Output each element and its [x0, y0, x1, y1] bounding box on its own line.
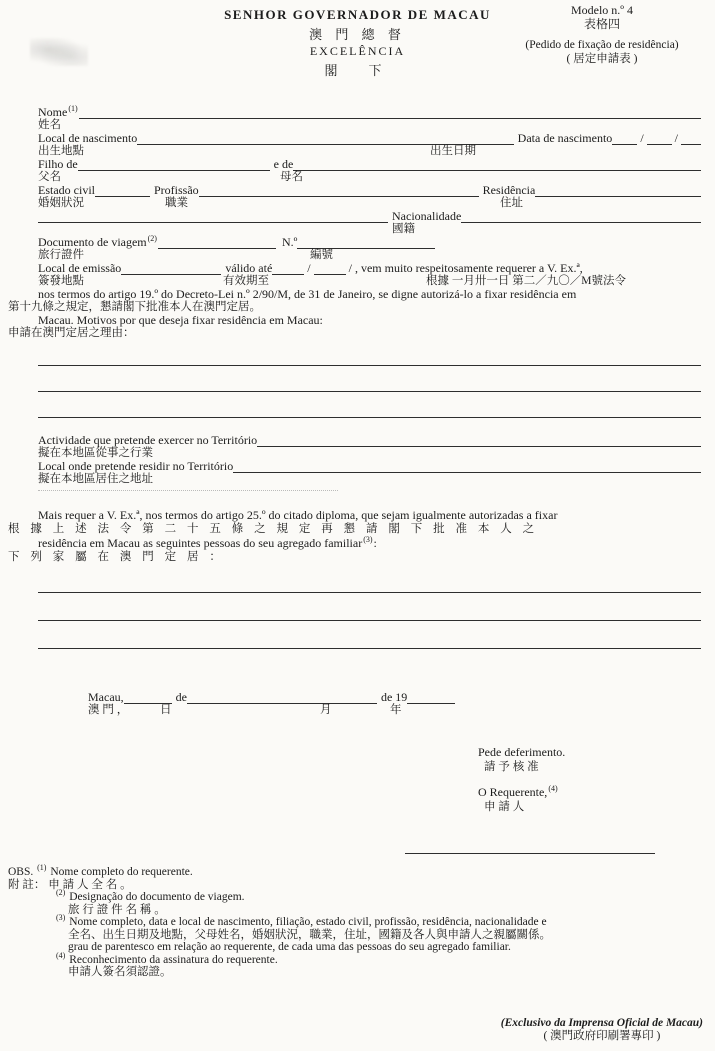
decreto-paragraph-pt: nos termos do artigo 19.º do Decreto-Lei n.º 2/90/M, de 31 de Janeiro, se digne autorizá-lo a fixar residência em	[38, 287, 577, 301]
date-block	[38, 691, 701, 719]
numero-field-line[interactable]	[297, 237, 435, 249]
form-body	[0, 106, 715, 854]
note-4-row-pt	[8, 950, 715, 967]
numero-label-pt: N.º	[281, 235, 298, 249]
mais-requer-pt: Mais requer a V. Ex.ª, nos termos do artigo 25.º do citado diploma, que sejam igualmente autorizadas a fixar	[38, 508, 558, 522]
addressee-title-pt: SENHOR GOVERNADOR DE MACAU	[224, 7, 491, 22]
note-ref-3: (3)	[363, 535, 373, 544]
nome-field-line[interactable]	[79, 107, 701, 119]
note-4-mark: (4)	[56, 950, 66, 960]
estado-civil-field-line[interactable]	[95, 185, 150, 197]
requerente-label-cn: 申 請 人	[484, 801, 525, 813]
de-19-label: de 19	[380, 690, 408, 704]
obs-label-cn: 附 註：	[8, 878, 46, 891]
obs-label-pt: OBS.	[8, 866, 34, 878]
agregado-familiar-colon: :	[373, 536, 377, 550]
local-emissao-label-cn: 簽發地點	[38, 275, 84, 287]
e-de-label-pt: e de	[273, 157, 294, 171]
nacionalidade-field-line[interactable]	[461, 211, 701, 223]
field-actividade	[38, 434, 701, 460]
residencia-field-line[interactable]	[535, 185, 701, 197]
note-4-row-cn	[8, 966, 715, 979]
form-purpose-cn: ( 居定申請表 )	[566, 53, 638, 65]
numero-label-cn: 編號	[310, 249, 333, 261]
date-day-field-line[interactable]	[124, 692, 172, 704]
agregado-familiar-cn: 下 列 家 屬 在 澳 門 定 居 ：	[8, 551, 223, 563]
field-local-residir	[38, 460, 701, 491]
residencia-label-pt: Residência	[482, 183, 536, 197]
family-line-2[interactable]	[38, 593, 701, 621]
note-1-row-pt	[8, 863, 715, 879]
documento-viagem-label-pt	[38, 236, 158, 249]
note-ref-1: (1)	[68, 104, 78, 113]
nome-label-pt	[38, 106, 79, 119]
documento-viagem-label-text: Documento de viagem	[38, 235, 147, 249]
note-2-row-pt	[8, 888, 715, 904]
residencia-label-cn: 住址	[500, 197, 523, 209]
mais-requer-cn: 根 據 上 述 法 令 第 二 十 五 條 之 規 定 再 懇 請 閣 下 批 准 本 人 之	[8, 523, 537, 535]
profissao-label-cn: 職業	[165, 197, 188, 209]
local-nascimento-label-pt: Local de nascimento	[38, 131, 138, 145]
requerente-label-pt	[478, 785, 701, 800]
excelencia-cn: 閣 下	[324, 63, 391, 78]
validity-day-field-line[interactable]	[272, 263, 304, 275]
form-purpose-pt: (Pedido de fixação de residência)	[525, 39, 679, 51]
date-slash: /	[674, 131, 678, 145]
family-line-3[interactable]	[38, 621, 701, 649]
note-3-row-pt-2	[8, 941, 715, 954]
note-1-mark: (1)	[37, 863, 47, 873]
note-3-text-cn: 全名、出生日期及地點，父母姓名，婚姻狀況，職業，住址，國籍及各人與申請人之親屬關係。	[68, 928, 551, 941]
agregado-familiar-pt	[38, 537, 701, 550]
local-nascimento-field-line[interactable]	[137, 133, 513, 145]
note-ref-2: (2)	[147, 234, 157, 243]
scan-smudge	[30, 38, 88, 66]
note-2-row-cn	[8, 904, 715, 917]
date-month-field-line[interactable]	[187, 692, 377, 704]
field-filiacao	[38, 158, 701, 184]
residencia-continuation-line[interactable]	[38, 211, 388, 223]
date-slash: /	[348, 261, 352, 275]
field-estado-profissao-residencia	[38, 184, 701, 210]
data-nascimento-label-pt: Data de nascimento	[517, 131, 613, 145]
field-documento-viagem	[38, 236, 701, 262]
motives-lines	[38, 340, 701, 418]
header	[0, 0, 715, 78]
date-slash: /	[307, 261, 311, 275]
validity-month-field-line[interactable]	[314, 263, 346, 275]
requerer-clause-pt: , vem muito respeitosamente requerer a V. Ex.ª,	[354, 261, 583, 275]
e-de-label-cn: 母名	[280, 171, 303, 183]
birth-year-field-line[interactable]	[681, 133, 701, 145]
day-label-cn: 日	[160, 704, 172, 716]
documento-viagem-field-line[interactable]	[158, 237, 276, 249]
printer-note-cn: ( 澳門政府印刷署專印 )	[543, 1030, 661, 1042]
printer-note-pt: (Exclusivo da Imprensa Oficial de Macau)	[500, 1017, 703, 1029]
field-emissao-validade	[38, 262, 701, 288]
note-1-row-cn	[8, 879, 715, 892]
note-2-mark: (2)	[56, 888, 66, 898]
mother-name-field-line[interactable]	[293, 159, 701, 171]
note-3-text-pt-1: Nome completo, data e local de nascimento, filiação, estado civil, profissão, residência, nacionalidade e	[69, 916, 547, 928]
requerente-label-text: O Requerente,	[478, 785, 548, 799]
motives-line-1[interactable]	[38, 340, 701, 366]
local-emissao-label-pt: Local de emissão	[38, 261, 122, 275]
modelo-number-pt: Modelo n.º 4	[570, 3, 634, 17]
data-nascimento-label-cn: 出生日期	[430, 145, 476, 157]
field-nacionalidade	[38, 210, 701, 236]
birth-day-field-line[interactable]	[612, 133, 637, 145]
excelencia-pt: EXCELÊNCIA	[309, 44, 406, 58]
year-label-cn: 年	[390, 704, 402, 716]
note-1-text-pt: Nome completo do requerente.	[50, 866, 193, 878]
note-3-text-pt-2: grau de parentesco em relação ao requerente, de cada uma das pessoas do seu agregado familiar.	[68, 941, 511, 953]
date-year-field-line[interactable]	[407, 692, 455, 704]
requerer-clause-cn: 根據 一月卅一日 第二／九〇／M號法令	[426, 275, 626, 287]
father-name-field-line[interactable]	[78, 159, 270, 171]
family-request-paragraph	[8, 508, 701, 565]
de-label-1: de	[175, 690, 187, 704]
local-residir-label-cn: 擬在本地區居住之地址	[38, 473, 153, 485]
note-3-row-pt	[8, 913, 715, 929]
filho-label-pt: Filho de	[38, 157, 78, 171]
field-nascimento	[38, 132, 701, 158]
actividade-label-cn: 擬在本地區從事之行業	[38, 447, 153, 459]
documento-viagem-label-cn: 旅行證件	[38, 249, 84, 261]
local-emissao-field-line[interactable]	[121, 263, 221, 275]
decreto-paragraph-cn: 第十九條之規定，懇請閣下批准本人在澳門定居。	[8, 301, 261, 313]
note-2-text-pt: Designação do documento de viagem.	[69, 891, 245, 903]
valido-ate-label-pt: válido até	[225, 261, 273, 275]
addressee-title-cn: 澳 門 總 督	[309, 27, 406, 42]
pede-deferimento-cn: 請 予 核 准	[484, 761, 539, 773]
form-model-block	[497, 3, 707, 66]
modelo-number-cn: 表格四	[583, 17, 620, 31]
motives-line-2[interactable]	[38, 366, 701, 392]
month-label-cn: 月	[320, 704, 332, 716]
agregado-familiar-text: residência em Macau as seguintes pessoas do seu agregado familiar	[38, 536, 363, 550]
faint-dotted-rule	[38, 486, 338, 491]
nome-label-text: Nome	[38, 105, 68, 119]
note-4-text-cn: 申請人簽名須認證。	[68, 966, 172, 978]
profissao-field-line[interactable]	[199, 185, 479, 197]
family-lines	[38, 565, 701, 649]
profissao-label-pt: Profissão	[154, 183, 199, 197]
local-residir-label-pt: Local onde pretende residir no Território	[38, 459, 234, 473]
local-residir-field-line[interactable]	[233, 461, 701, 473]
filho-label-cn: 父名	[38, 171, 61, 183]
printer-note	[501, 1017, 703, 1043]
note-3-mark: (3)	[56, 913, 66, 923]
actividade-field-line[interactable]	[257, 435, 701, 447]
motivos-heading-cn: 申請在澳門定居之理由：	[8, 327, 135, 339]
motives-line-3[interactable]	[38, 392, 701, 418]
note-3-row-cn	[8, 929, 715, 942]
local-nascimento-label-cn: 出生地點	[38, 145, 84, 157]
note-ref-4: (4)	[548, 784, 558, 793]
actividade-label-pt: Actividade que pretende exercer no Território	[38, 433, 258, 447]
valido-ate-label-cn: 有效期至	[223, 275, 269, 287]
field-nome	[38, 106, 701, 132]
birth-month-field-line[interactable]	[647, 133, 672, 145]
estado-civil-label-pt: Estado civil	[38, 183, 95, 197]
nacionalidade-label-pt: Nacionalidade	[392, 209, 462, 223]
macau-label: Macau,	[88, 690, 124, 704]
closing-block	[478, 745, 701, 815]
pede-deferimento-pt: Pede deferimento.	[478, 745, 566, 759]
nacionalidade-label-cn: 國籍	[392, 223, 415, 235]
notes-section	[0, 863, 715, 979]
note-4-text-pt: Reconhecimento da assinatura do requerente.	[69, 953, 278, 966]
date-slash: /	[640, 131, 644, 145]
estado-civil-label-cn: 婚姻狀況	[38, 197, 84, 209]
signature-line[interactable]	[405, 853, 655, 854]
macau-label-cn: 澳 門 ，	[88, 704, 129, 716]
motivos-heading-pt: Macau. Motivos por que deseja fixar residência em Macau:	[38, 313, 323, 327]
nome-label-cn: 姓名	[38, 119, 61, 131]
note-1-text-cn: 申 請 人 全 名 。	[48, 878, 132, 891]
family-line-1[interactable]	[38, 565, 701, 593]
note-2-text-cn: 旅 行 證 件 名 稱 。	[68, 903, 166, 916]
